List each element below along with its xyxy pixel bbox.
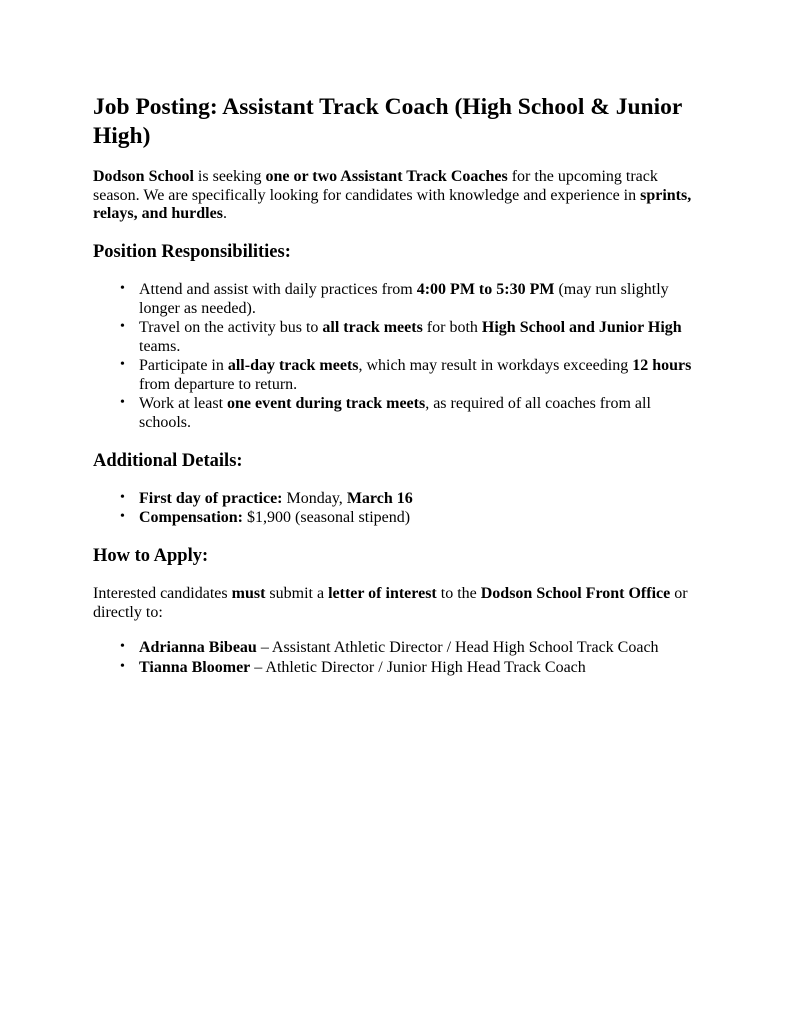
bold-text-segment: Dodson School	[93, 168, 194, 186]
bold-text-segment: 12 hours	[632, 357, 692, 375]
bold-text-segment: High School and Junior High	[481, 319, 682, 337]
bold-text-segment: all track meets	[322, 319, 423, 337]
text-segment: Interested candidates	[93, 584, 232, 602]
bold-text-segment: 4:00 PM to 5:30 PM	[416, 281, 555, 299]
bullet-item	[139, 639, 696, 658]
bold-text-segment: Adrianna Bibeau	[139, 639, 257, 657]
text-segment: teams.	[139, 337, 181, 355]
text-segment: Monday,	[282, 489, 347, 507]
bullet-item	[139, 509, 696, 528]
text-segment: to the	[436, 584, 481, 602]
text-segment: for the upcoming track season. We are specifically looking for candidates with knowledge and experience in	[93, 168, 658, 204]
text-segment: .	[222, 205, 227, 223]
bold-text-segment: Tianna Bloomer	[139, 658, 251, 676]
bold-text-segment: all-day track meets	[227, 357, 359, 375]
text-segment: , as required of all coaches from all schools.	[139, 395, 651, 431]
text-segment: Participate in	[139, 357, 228, 375]
bullet-list	[93, 639, 696, 677]
text-segment: Travel on the activity bus to	[139, 319, 323, 337]
section-heading: Position Responsibilities:	[93, 241, 291, 262]
text-segment: Attend and assist with daily practices from	[139, 281, 417, 299]
intro-paragraph	[93, 168, 696, 224]
bold-text-segment: must	[231, 584, 266, 602]
text-segment: – Athletic Director / Junior High Head Track Coach	[250, 658, 586, 676]
text-segment: Work at least	[139, 395, 228, 413]
page-title: Job Posting: Assistant Track Coach (High School & Junior High)	[93, 94, 682, 149]
text-segment: or directly to:	[93, 584, 688, 621]
text-segment: – Assistant Athletic Director / Head High School Track Coach	[256, 639, 659, 657]
section-paragraph	[93, 585, 696, 622]
bold-text-segment: one event during track meets	[227, 395, 426, 413]
bullet-item	[139, 395, 696, 432]
section-heading: How to Apply:	[93, 545, 209, 566]
text-segment: , which may result in workdays exceeding	[358, 357, 633, 375]
document-sections	[93, 241, 696, 677]
bold-text-segment: March 16	[346, 489, 413, 507]
text-segment: from departure to return.	[139, 375, 298, 393]
text-segment: (may run slightly longer as needed).	[139, 281, 669, 317]
bullet-item	[139, 281, 696, 318]
bullet-list	[93, 490, 696, 528]
text-segment: $1,900 (seasonal stipend)	[243, 509, 411, 527]
bullet-item	[139, 659, 696, 678]
section-heading: Additional Details:	[93, 450, 243, 471]
bullet-item	[139, 357, 696, 394]
text-segment: for both	[422, 319, 482, 337]
bold-text-segment: one or two Assistant Track Coaches	[265, 168, 508, 186]
text-segment: submit a	[265, 584, 329, 602]
bold-text-segment: First day of practice:	[139, 489, 283, 507]
bullet-item	[139, 490, 696, 509]
bold-text-segment: Dodson School Front Office	[480, 584, 671, 602]
bold-text-segment: sprints, relays, and hurdles	[93, 186, 692, 223]
text-segment: is seeking	[193, 168, 266, 186]
bold-text-segment: letter of interest	[328, 584, 437, 602]
bullet-list	[93, 281, 696, 432]
bullet-item	[139, 319, 696, 356]
bold-text-segment: Compensation:	[139, 509, 244, 527]
